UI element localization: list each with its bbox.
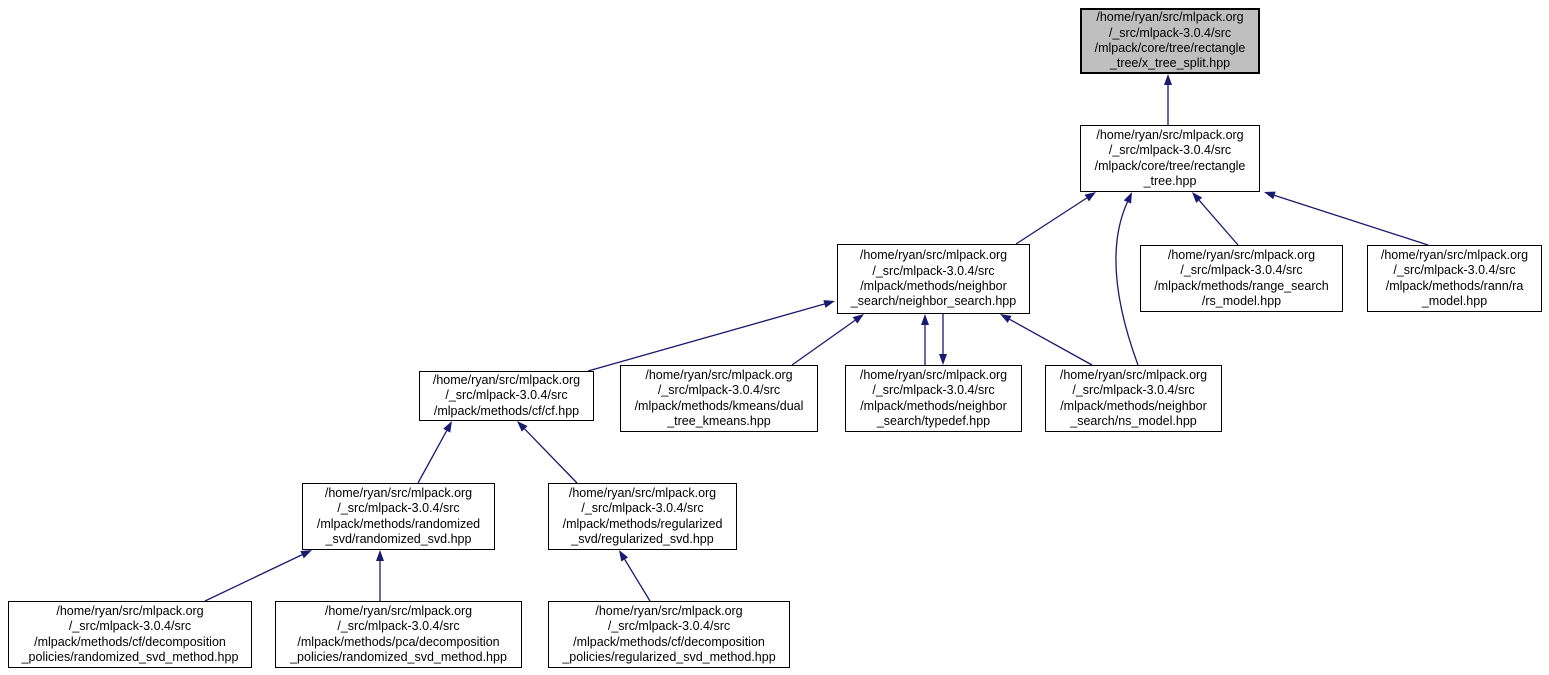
node-label-line: /mlpack/core/tree/rectangle — [1094, 158, 1246, 173]
node-label-line: _search/neighbor_search.hpp — [850, 294, 1017, 309]
node-neighbor-search[interactable] — [837, 244, 1030, 314]
node-label-line: /mlpack/methods/pca/decomposition — [297, 634, 500, 649]
node-label-line: /mlpack/methods/cf/decomposition — [573, 634, 765, 649]
node-label-line: /mlpack/methods/neighbor — [860, 398, 1007, 413]
arrowhead-neighbor-search-to-ns-typedef — [939, 354, 947, 365]
node-label-line: /home/ryan/src/mlpack.org — [859, 367, 1008, 382]
node-label-line: _tree.hpp — [1143, 173, 1197, 188]
node-pca-randomized-svd-method[interactable] — [275, 601, 522, 668]
arrowhead-ns-typedef-to-neighbor-search — [921, 314, 929, 325]
node-cf-regularized-svd-method[interactable] — [548, 601, 790, 668]
edge-ns-model-to-neighbor-search — [1010, 319, 1092, 365]
arrowhead-cf-randomized-svd-method-to-randomized-svd — [300, 550, 312, 558]
arrowhead-randomized-svd-to-cf — [443, 421, 452, 433]
node-label-line: /mlpack/methods/kmeans/dual — [634, 398, 804, 413]
node-x-tree-split — [1080, 8, 1260, 74]
node-label-line: /home/ryan/src/mlpack.org — [324, 603, 473, 618]
node-label-line: _policies/regularized_svd_method.hpp — [562, 649, 776, 664]
node-label-line: /mlpack/methods/cf/decomposition — [34, 634, 226, 649]
node-label-line: _search/ns_model.hpp — [1070, 413, 1197, 428]
node-label-line: /home/ryan/src/mlpack.org — [1167, 247, 1316, 262]
node-cf-randomized-svd-method[interactable] — [8, 601, 252, 668]
arrowhead-cf-to-neighbor-search — [823, 300, 835, 308]
edge-ra-model-to-rectangle-tree — [1274, 195, 1428, 245]
node-label-line: _model.hpp — [1421, 293, 1488, 308]
node-rs-model[interactable] — [1140, 245, 1343, 312]
node-dual-tree-kmeans[interactable] — [620, 365, 818, 432]
node-label-line: /mlpack/methods/regularized — [562, 516, 723, 531]
node-label-line: /home/ryan/src/mlpack.org — [645, 367, 793, 382]
node-regularized-svd[interactable] — [548, 483, 737, 550]
arrowhead-pca-randomized-svd-method-to-randomized-svd — [376, 550, 384, 561]
node-label-line: _tree/x_tree_split.hpp — [1109, 56, 1231, 71]
node-label-line: /_src/mlpack-3.0.4/src — [1108, 25, 1232, 40]
node-label-line: /_src/mlpack-3.0.4/src — [68, 619, 192, 634]
node-ns-model[interactable] — [1045, 365, 1222, 432]
node-rectangle-tree[interactable] — [1080, 125, 1260, 192]
node-label-line: /_src/mlpack-3.0.4/src — [445, 388, 568, 403]
node-label-line: /mlpack/methods/range_search — [1154, 278, 1329, 293]
node-label-line: /home/ryan/src/mlpack.org — [432, 372, 581, 387]
arrowhead-cf-regularized-svd-method-to-regularized-svd — [619, 550, 628, 561]
node-label-line: _search/typedef.hpp — [876, 413, 991, 428]
node-label-line: /home/ryan/src/mlpack.org — [1096, 127, 1244, 142]
edge-ns-model-to-rectangle-tree — [1116, 202, 1138, 365]
node-label-line: /mlpack/core/tree/rectangle — [1094, 41, 1246, 55]
node-label-line: /mlpack/methods/cf/cf.hpp — [433, 403, 580, 418]
node-cf[interactable] — [419, 371, 594, 421]
node-label-line: /_src/mlpack-3.0.4/src — [581, 501, 704, 516]
node-label-line: /rs_model.hpp — [1201, 293, 1282, 308]
node-label-line: /_src/mlpack-3.0.4/src — [1072, 383, 1195, 398]
node-label-line: /_src/mlpack-3.0.4/src — [1180, 263, 1303, 278]
node-label-line: /_src/mlpack-3.0.4/src — [337, 501, 460, 516]
node-label-line: /_src/mlpack-3.0.4/src — [872, 383, 995, 398]
node-label-line: _policies/randomized_svd_method.hpp — [21, 649, 239, 664]
edge-regularized-svd-to-cf — [525, 429, 577, 483]
node-label-line: /home/ryan/src/mlpack.org — [568, 485, 717, 500]
arrowhead-dual-tree-kmeans-to-neighbor-search — [853, 314, 864, 324]
edge-neighbor-search-to-rectangle-tree — [1016, 198, 1087, 244]
node-label-line: /_src/mlpack-3.0.4/src — [1393, 263, 1516, 278]
edge-cf-randomized-svd-method-to-randomized-svd — [205, 555, 302, 601]
node-ra-model[interactable] — [1367, 245, 1542, 312]
edge-rs-model-to-rectangle-tree — [1199, 200, 1238, 245]
node-label-line: /_src/mlpack-3.0.4/src — [872, 263, 995, 278]
node-randomized-svd[interactable] — [302, 483, 495, 550]
node-label-line: /mlpack/methods/rann/ra — [1385, 278, 1524, 293]
node-label-line: /mlpack/methods/randomized — [316, 516, 481, 531]
node-label-line: /home/ryan/src/mlpack.org — [1059, 367, 1208, 382]
node-label-line: /home/ryan/src/mlpack.org — [56, 603, 204, 618]
node-label-line: /home/ryan/src/mlpack.org — [595, 603, 743, 618]
node-label-line: /home/ryan/src/mlpack.org — [324, 485, 473, 500]
edge-randomized-svd-to-cf — [418, 431, 447, 483]
edge-dual-tree-kmeans-to-neighbor-search — [792, 320, 855, 365]
node-label-line: /mlpack/methods/neighbor — [860, 279, 1007, 293]
arrowhead-rectangle-tree-to-x-tree-split — [1164, 74, 1172, 85]
node-label-line: _svd/regularized_svd.hpp — [571, 531, 714, 546]
node-label-line: /mlpack/methods/neighbor — [1060, 398, 1207, 413]
node-label-line: /home/ryan/src/mlpack.org — [859, 248, 1008, 263]
node-label-line: /home/ryan/src/mlpack.org — [1096, 10, 1244, 25]
node-label-line: /_src/mlpack-3.0.4/src — [1108, 143, 1232, 158]
arrowhead-ra-model-to-rectangle-tree — [1264, 192, 1276, 200]
node-label-line: /_src/mlpack-3.0.4/src — [337, 619, 460, 634]
arrowhead-ns-model-to-neighbor-search — [1000, 314, 1012, 323]
node-label-line: /_src/mlpack-3.0.4/src — [607, 619, 731, 634]
edge-cf-regularized-svd-method-to-regularized-svd — [625, 559, 650, 601]
node-label-line: /home/ryan/src/mlpack.org — [1380, 247, 1529, 262]
node-label-line: /_src/mlpack-3.0.4/src — [657, 383, 781, 398]
arrowhead-neighbor-search-to-rectangle-tree — [1085, 192, 1096, 201]
edge-cf-to-neighbor-search — [588, 304, 824, 371]
node-label-line: _tree_kmeans.hpp — [667, 413, 771, 428]
arrowhead-ns-model-to-rectangle-tree — [1124, 192, 1132, 204]
node-label-line: _policies/randomized_svd_method.hpp — [290, 649, 507, 664]
node-label-line: _svd/randomized_svd.hpp — [325, 531, 472, 546]
node-ns-typedef[interactable] — [845, 365, 1022, 432]
